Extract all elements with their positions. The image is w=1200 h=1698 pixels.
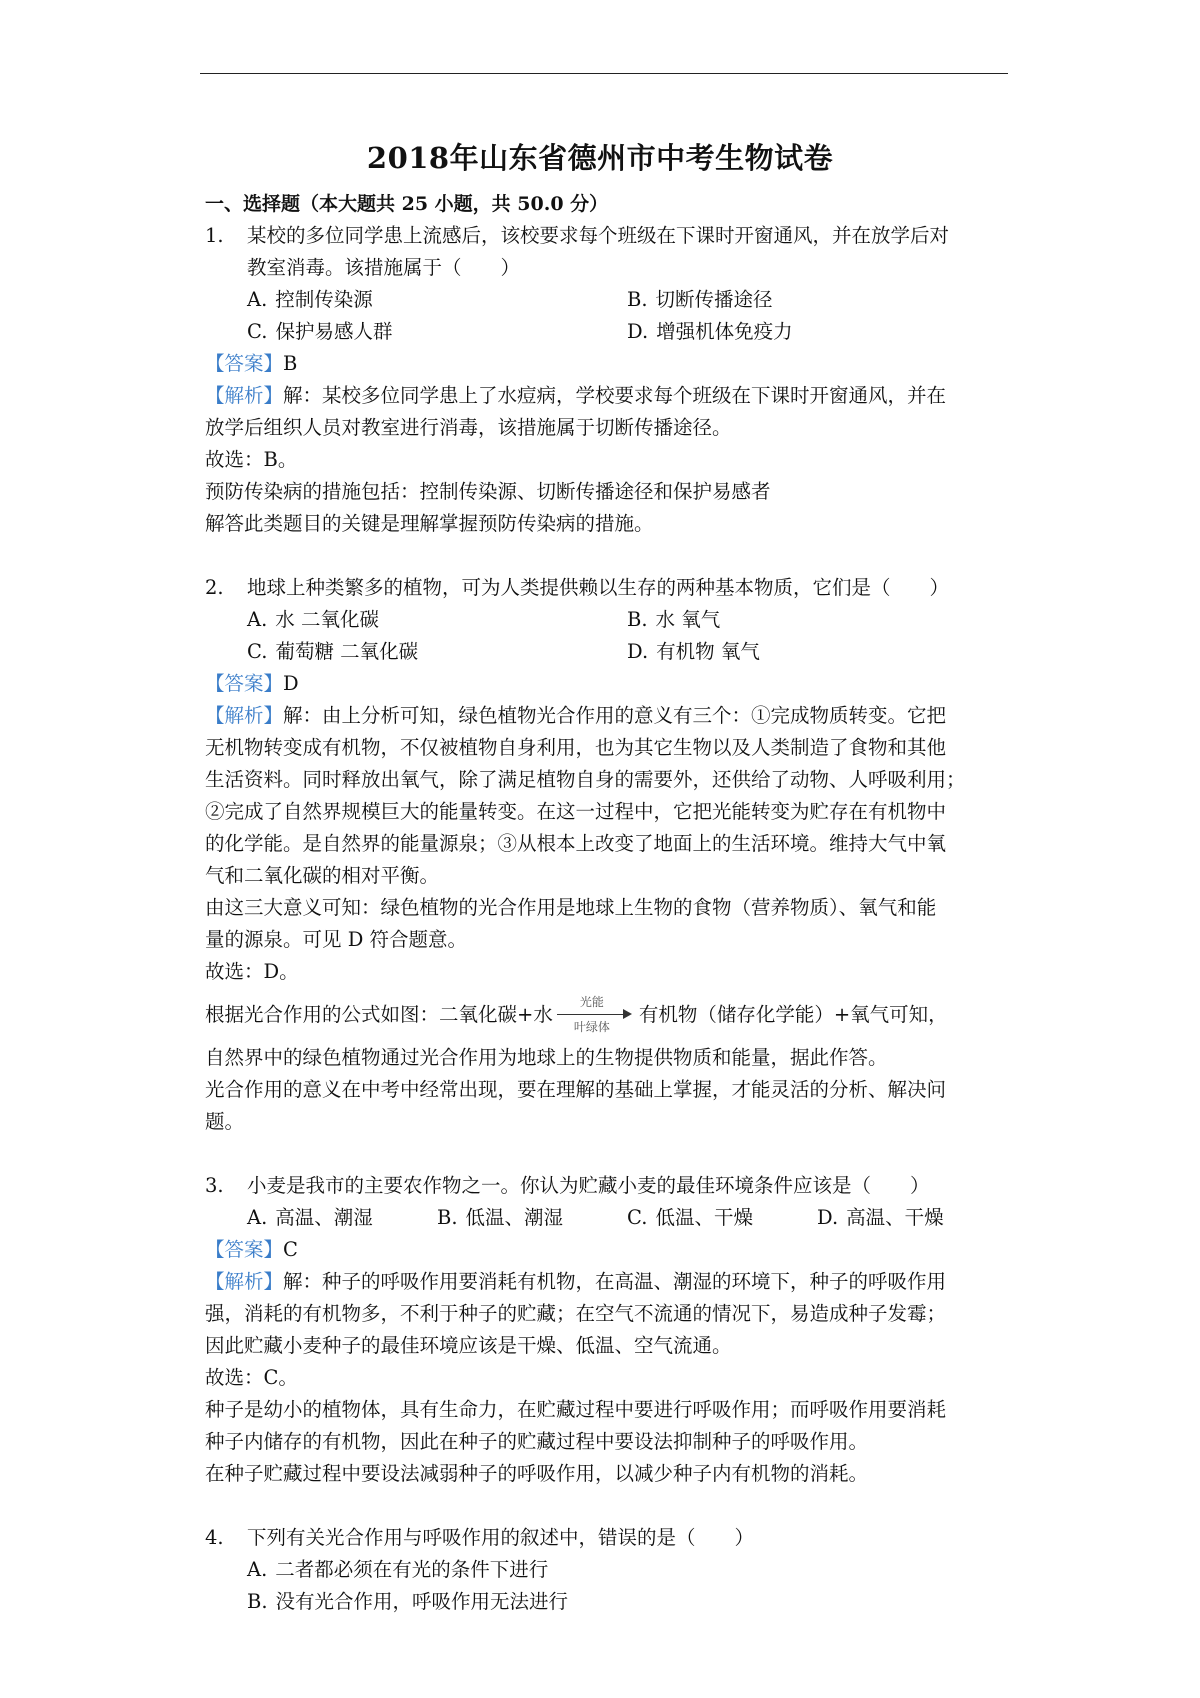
option-c	[247, 636, 627, 668]
analysis-line: 种子内储存的有机物，因此在种子的贮藏过程中要设法抑制种子的呼吸作用。	[205, 1430, 869, 1453]
option-text: 保护易感人群	[275, 320, 393, 343]
analysis-line: 自然界中的绿色植物通过光合作用为地球上的生物提供物质和能量，据此作答。	[205, 1046, 888, 1069]
option-text: 没有光合作用，呼吸作用无法进行	[275, 1590, 569, 1613]
option-letter: B.	[627, 288, 648, 311]
question-2	[205, 572, 1005, 1138]
option-text: 二者都必须在有光的条件下进行	[275, 1558, 549, 1581]
answer-value: C	[283, 1238, 298, 1261]
reaction-arrow	[557, 995, 635, 1035]
option-letter: C.	[247, 320, 268, 343]
answer-tag: 【答案】	[205, 1238, 284, 1261]
stem-line: 地球上种类繁多的植物，可为人类提供赖以生存的两种基本物质，它们是（ ）	[247, 576, 950, 599]
analysis-tag: 【解析】	[205, 384, 284, 407]
option-a	[247, 1202, 437, 1234]
analysis-line: 因此贮藏小麦种子的最佳环境应该是干燥、低温、空气流通。	[205, 1334, 732, 1357]
option-letter: B.	[247, 1590, 268, 1613]
option-letter: C.	[247, 640, 268, 663]
option-letter: B.	[437, 1206, 458, 1229]
option-b	[247, 1586, 1005, 1618]
exam-content	[205, 188, 1005, 1618]
analysis-line: ②完成了自然界规模巨大的能量转变。在这一过程中，它把光能转变为贮存在有机物中	[205, 800, 947, 823]
analysis-text: 解：由上分析可知，绿色植物光合作用的意义有三个：①完成物质转变。它把	[283, 704, 947, 727]
option-c	[627, 1202, 817, 1234]
analysis-tag: 【解析】	[205, 704, 284, 727]
question-stem	[205, 572, 1005, 604]
option-text: 切断传播途径	[655, 288, 773, 311]
analysis-line	[205, 380, 1005, 412]
answer-line	[205, 668, 1005, 700]
analysis-line: 题。	[205, 1110, 245, 1133]
question-3	[205, 1170, 1005, 1490]
arrow-condition-chloroplast: 叶绿体	[573, 1020, 610, 1034]
section-title: 一、选择题（本大题共 25 小题，共 50.0 分）	[205, 193, 609, 215]
option-c	[247, 316, 627, 348]
analysis-line: 故选：B。	[205, 448, 298, 471]
analysis-line: 生活资料。同时释放出氧气，除了满足植物自身的需要外，还供给了动物、人呼吸利用；	[205, 768, 966, 791]
arrow-head-icon	[623, 1009, 632, 1019]
option-letter: C.	[627, 1206, 648, 1229]
answer-tag: 【答案】	[205, 672, 284, 695]
option-text: 低温、潮湿	[465, 1206, 564, 1229]
photosynthesis-formula	[205, 988, 1005, 1042]
option-letter: D.	[627, 320, 649, 343]
header-rule	[200, 73, 1008, 74]
answer-line	[205, 348, 1005, 380]
analysis-line: 光合作用的意义在中考中经常出现，要在理解的基础上掌握，才能灵活的分析、解决问	[205, 1078, 947, 1101]
analysis-text: 解：种子的呼吸作用要消耗有机物，在高温、潮湿的环境下，种子的呼吸作用	[283, 1270, 947, 1293]
question-gap	[205, 1490, 1005, 1522]
option-d	[817, 1202, 1007, 1234]
option-text: 控制传染源	[275, 288, 373, 311]
arrow-condition-light: 光能	[579, 995, 604, 1009]
option-b	[627, 604, 1007, 636]
analysis-line: 预防传染病的措施包括：控制传染源、切断传播途径和保护易感者	[205, 480, 771, 503]
option-text: 低温、干燥	[655, 1206, 753, 1229]
question-number: 2.	[205, 576, 224, 599]
analysis-line: 由这三大意义可知：绿色植物的光合作用是地球上生物的食物（营养物质）、氧气和能	[205, 896, 937, 919]
option-a	[247, 604, 627, 636]
stem-line: 教室消毒。该措施属于（ ）	[247, 256, 521, 279]
options-grid	[205, 1202, 1005, 1234]
option-letter: D.	[627, 640, 649, 663]
stem-line: 某校的多位同学患上流感后，该校要求每个班级在下课时开窗通风，并在放学后对	[247, 224, 950, 247]
stem-line: 下列有关光合作用与呼吸作用的叙述中，错误的是（ ）	[247, 1526, 755, 1549]
question-gap	[205, 540, 1005, 572]
answer-line	[205, 1234, 1005, 1266]
option-text: 有机物 氧气	[656, 640, 760, 663]
option-text: 葡萄糖 二氧化碳	[275, 640, 419, 663]
arrow-shaft	[557, 1014, 627, 1015]
exam-title: 2018年山东省德州市中考生物试卷	[366, 141, 834, 175]
analysis-line: 故选：C。	[205, 1366, 298, 1389]
option-letter: D.	[817, 1206, 839, 1229]
formula-left: 根据光合作用的公式如图：二氧化碳+水	[205, 1003, 553, 1026]
question-stem	[205, 220, 1005, 284]
question-1	[205, 220, 1005, 540]
analysis-line: 的化学能。是自然界的能量源泉；③从根本上改变了地面上的生活环境。维持大气中氧	[205, 832, 947, 855]
question-number: 4.	[205, 1526, 224, 1549]
analysis-tag: 【解析】	[205, 1270, 284, 1293]
analysis-line: 强，消耗的有机物多，不利于种子的贮藏；在空气不流通的情况下，易造成种子发霉；	[205, 1302, 947, 1325]
formula-right: 有机物（储存化学能）+氧气可知，	[638, 1003, 948, 1026]
question-stem	[205, 1170, 1005, 1202]
option-d	[627, 636, 1007, 668]
option-letter: A.	[247, 288, 268, 311]
answer-value: B	[283, 352, 298, 375]
answer-value: D	[283, 672, 299, 695]
option-text: 增强机体免疫力	[656, 320, 793, 343]
question-gap	[205, 1138, 1005, 1170]
option-text: 水 氧气	[655, 608, 721, 631]
options-grid	[205, 604, 1005, 668]
answer-tag: 【答案】	[205, 352, 284, 375]
option-a	[247, 284, 627, 316]
analysis-line: 解答此类题目的关键是理解掌握预防传染病的措施。	[205, 512, 654, 535]
analysis-text: 解：某校多位同学患上了水痘病，学校要求每个班级在下课时开窗通风，并在	[283, 384, 947, 407]
analysis-line: 量的源泉。可见 D 符合题意。	[205, 928, 468, 951]
analysis-line	[205, 700, 1005, 732]
options-grid	[205, 284, 1005, 348]
option-text: 水 二氧化碳	[275, 608, 379, 631]
option-b	[627, 284, 1007, 316]
analysis-line: 无机物转变成有机物，不仅被植物自身利用，也为其它生物以及人类制造了食物和其他	[205, 736, 947, 759]
option-letter: A.	[247, 1558, 268, 1581]
option-a	[247, 1554, 1005, 1586]
analysis-line: 故选：D。	[205, 960, 299, 983]
question-4	[205, 1522, 1005, 1618]
options-list	[205, 1554, 1005, 1618]
analysis-line: 在种子贮藏过程中要设法减弱种子的呼吸作用，以减少种子内有机物的消耗。	[205, 1462, 869, 1485]
question-number: 3.	[205, 1174, 224, 1197]
question-stem	[205, 1522, 1005, 1554]
option-d	[627, 316, 1007, 348]
option-text: 高温、干燥	[846, 1206, 944, 1229]
analysis-line: 种子是幼小的植物体，具有生命力，在贮藏过程中要进行呼吸作用；而呼吸作用要消耗	[205, 1398, 947, 1421]
option-letter: A.	[247, 1206, 268, 1229]
analysis-line: 放学后组织人员对教室进行消毒，该措施属于切断传播途径。	[205, 416, 732, 439]
stem-line: 小麦是我市的主要农作物之一。你认为贮藏小麦的最佳环境条件应该是（ ）	[247, 1174, 930, 1197]
option-b	[437, 1202, 627, 1234]
question-number: 1.	[205, 224, 224, 247]
option-text: 高温、潮湿	[275, 1206, 373, 1229]
analysis-line: 气和二氧化碳的相对平衡。	[205, 864, 440, 887]
option-letter: A.	[247, 608, 268, 631]
option-letter: B.	[627, 608, 648, 631]
analysis-line	[205, 1266, 1005, 1298]
